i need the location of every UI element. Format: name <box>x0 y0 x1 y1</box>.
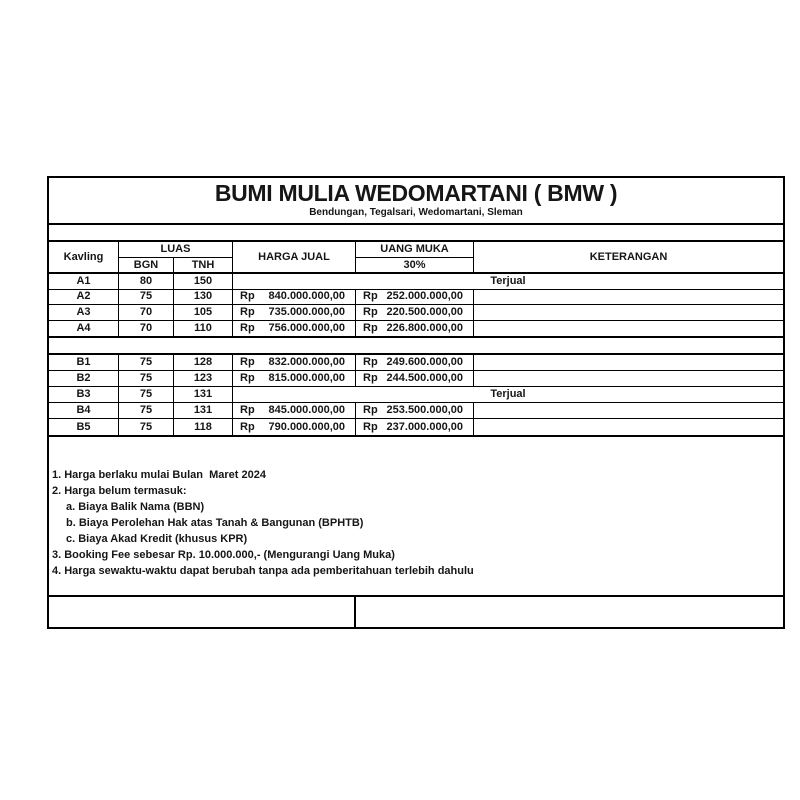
tnh-cell: 118 <box>174 419 233 435</box>
header-uang-muka: UANG MUKA <box>356 242 474 258</box>
currency-label: Rp <box>363 404 378 416</box>
note-3: 3. Booking Fee sebesar Rp. 10.000.000,- (Mengurangi Uang Muka) <box>52 549 395 561</box>
harga-jual-cell <box>233 321 356 337</box>
spacer <box>49 225 783 240</box>
tnh-cell: 128 <box>174 355 233 371</box>
bgn-cell: 70 <box>119 305 174 321</box>
currency-label: Rp <box>363 372 378 384</box>
uang-muka-cell <box>356 371 474 387</box>
uang-muka-amount: 244.500.000,00 <box>386 372 463 384</box>
harga-jual-cell <box>233 290 356 306</box>
currency-label: Rp <box>240 290 255 303</box>
bgn-cell: 80 <box>119 274 174 290</box>
bgn-cell: 70 <box>119 321 174 337</box>
tnh-cell: 105 <box>174 305 233 321</box>
bgn-cell: 75 <box>119 371 174 387</box>
header-harga-jual: HARGA JUAL <box>233 242 356 274</box>
header-bgn: BGN <box>119 258 174 274</box>
currency-label: Rp <box>240 372 255 384</box>
header-keterangan: KETERANGAN <box>474 242 783 274</box>
kavling-cell: B3 <box>49 387 119 403</box>
kavling-cell: A1 <box>49 274 119 290</box>
uang-muka-cell <box>356 305 474 321</box>
note-2b: b. Biaya Perolehan Hak atas Tanah & Bangunan (BPHTB) <box>66 517 364 529</box>
harga-amount: 756.000.000,00 <box>268 321 345 334</box>
price-table-group-b <box>49 353 783 437</box>
currency-label: Rp <box>240 404 255 416</box>
harga-amount: 735.000.000,00 <box>268 305 345 318</box>
keterangan-cell <box>474 290 783 306</box>
bgn-cell: 75 <box>119 355 174 371</box>
note-2: 2. Harga belum termasuk: <box>52 485 187 497</box>
price-table-group-a <box>49 240 783 338</box>
uang-muka-amount: 237.000.000,00 <box>386 420 463 433</box>
kavling-cell: A2 <box>49 290 119 306</box>
harga-jual-cell <box>233 305 356 321</box>
currency-label: Rp <box>363 321 378 334</box>
currency-label: Rp <box>363 290 378 303</box>
header-kavling: Kavling <box>49 242 119 274</box>
note-2a: a. Biaya Balik Nama (BBN) <box>66 501 205 513</box>
note-2c: c. Biaya Akad Kredit (khusus KPR) <box>66 533 248 545</box>
harga-jual-cell <box>233 419 356 435</box>
footer-cell-right <box>356 597 783 627</box>
price-list-sheet <box>47 176 785 629</box>
uang-muka-amount: 252.000.000,00 <box>386 290 463 303</box>
uang-muka-cell <box>356 355 474 371</box>
keterangan-cell <box>474 305 783 321</box>
keterangan-cell <box>474 419 783 435</box>
harga-jual-cell <box>233 403 356 419</box>
tnh-cell: 123 <box>174 371 233 387</box>
kavling-cell: B5 <box>49 419 119 435</box>
uang-muka-cell <box>356 403 474 419</box>
bgn-cell: 75 <box>119 419 174 435</box>
currency-label: Rp <box>363 420 378 433</box>
currency-label: Rp <box>240 356 255 368</box>
keterangan-cell <box>474 371 783 387</box>
bgn-cell: 75 <box>119 403 174 419</box>
footer-row <box>49 595 783 627</box>
currency-label: Rp <box>240 305 255 318</box>
tnh-cell: 131 <box>174 387 233 403</box>
footer-cell-left <box>49 597 356 627</box>
tnh-cell: 130 <box>174 290 233 306</box>
note-4: 4. Harga sewaktu-waktu dapat berubah tanpa ada pemberitahuan terlebih dahulu <box>52 565 474 577</box>
uang-muka-amount: 249.600.000,00 <box>386 356 463 368</box>
harga-jual-cell <box>233 371 356 387</box>
uang-muka-cell <box>356 290 474 306</box>
harga-amount: 840.000.000,00 <box>268 290 345 303</box>
kavling-cell: A4 <box>49 321 119 337</box>
bgn-cell: 75 <box>119 387 174 403</box>
harga-amount: 790.000.000,00 <box>268 420 345 433</box>
spacer <box>49 338 783 353</box>
keterangan-cell <box>474 321 783 337</box>
tnh-cell: 150 <box>174 274 233 290</box>
currency-label: Rp <box>240 321 255 334</box>
status-cell: Terjual <box>233 387 783 403</box>
note-1: 1. Harga berlaku mulai Bulan Maret 2024 <box>52 469 266 481</box>
tnh-cell: 131 <box>174 403 233 419</box>
status-cell: Terjual <box>233 274 783 290</box>
uang-muka-amount: 220.500.000,00 <box>386 305 463 318</box>
harga-jual-cell <box>233 355 356 371</box>
uang-muka-cell <box>356 321 474 337</box>
notes-section <box>49 437 783 595</box>
harga-amount: 845.000.000,00 <box>268 404 345 416</box>
page-title: BUMI MULIA WEDOMARTANI ( BMW ) <box>214 180 618 206</box>
kavling-cell: B2 <box>49 371 119 387</box>
harga-amount: 832.000.000,00 <box>268 356 345 368</box>
uang-muka-amount: 226.800.000,00 <box>386 321 463 334</box>
uang-muka-amount: 253.500.000,00 <box>386 404 463 416</box>
harga-amount: 815.000.000,00 <box>268 372 345 384</box>
kavling-cell: A3 <box>49 305 119 321</box>
header-luas: LUAS <box>119 242 233 258</box>
header-tnh: TNH <box>174 258 233 274</box>
page-subtitle: Bendungan, Tegalsari, Wedomartani, Sleman <box>309 207 523 218</box>
currency-label: Rp <box>240 420 255 433</box>
currency-label: Rp <box>363 305 378 318</box>
kavling-cell: B4 <box>49 403 119 419</box>
bgn-cell: 75 <box>119 290 174 306</box>
uang-muka-cell <box>356 419 474 435</box>
currency-label: Rp <box>363 356 378 368</box>
title-block <box>49 178 783 225</box>
keterangan-cell <box>474 403 783 419</box>
keterangan-cell <box>474 355 783 371</box>
kavling-cell: B1 <box>49 355 119 371</box>
tnh-cell: 110 <box>174 321 233 337</box>
header-30pct: 30% <box>356 258 474 274</box>
